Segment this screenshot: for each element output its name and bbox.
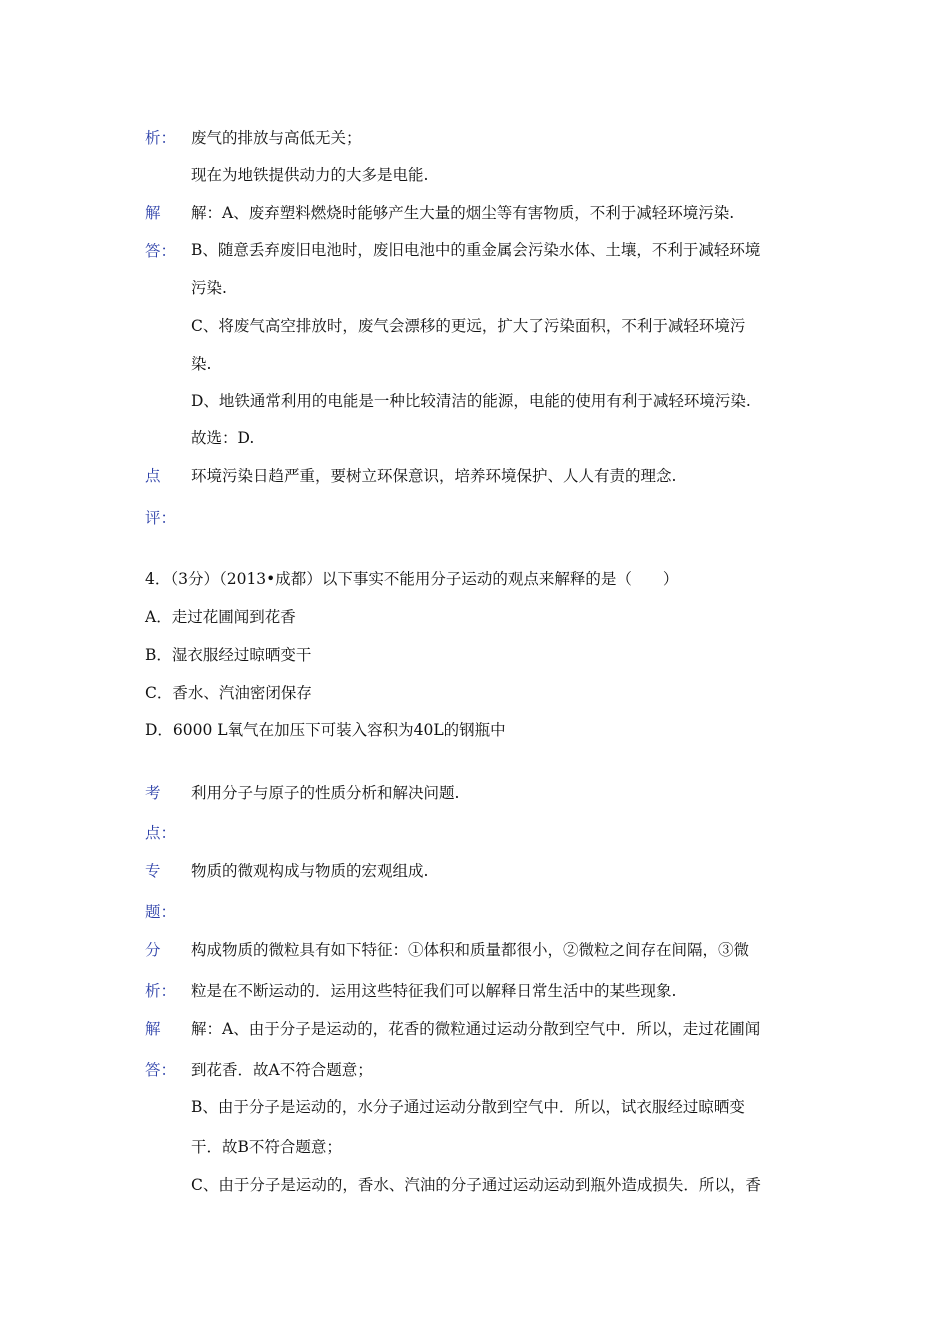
answer-line-4: C、将废气高空排放时，废气会漂移的更远，扩大了污染面积，不利于减轻环境污 <box>191 317 746 335</box>
comment-label-1: 点 <box>145 467 161 485</box>
jieda-line-2: 到花香．故A不符合题意； <box>191 1061 373 1079</box>
answer-line-1: 解：A、废弃塑料燃烧时能够产生大量的烟尘等有害物质，不利于减轻环境污染. <box>191 204 735 222</box>
analysis-line-1: 废气的排放与高低无关； <box>191 129 362 147</box>
jieda-label-2: 答： <box>145 1061 177 1079</box>
comment-label-2: 评： <box>145 509 177 527</box>
answer-line-2: B、随意丢弃废旧电池时，废旧电池中的重金属会污染水体、土壤，不利于减轻环境 <box>191 241 761 259</box>
option-c: C．香水、汽油密闭保存 <box>145 684 312 702</box>
option-a: A．走过花圃闻到花香 <box>145 608 296 626</box>
answer-line-6: D、地铁通常利用的电能是一种比较清洁的能源，电能的使用有利于减轻环境污染. <box>191 392 751 410</box>
fenxi-label-1: 分 <box>145 941 161 959</box>
kaodian-label-2: 点： <box>145 824 177 842</box>
jieda-line-3: B、由于分子是运动的，水分子通过运动分散到空气中．所以，试衣服经过晾晒变 <box>191 1098 745 1116</box>
fenxi-label-2: 析： <box>145 982 177 1000</box>
answer-label-2: 答： <box>145 242 177 260</box>
option-b: B．湿衣服经过晾晒变干 <box>145 646 312 664</box>
question-stem: 4．（3分）（2013•成都）以下事实不能用分子运动的观点来解释的是（ ） <box>145 570 679 588</box>
jieda-line-1: 解：A、由于分子是运动的，花香的微粒通过运动分散到空气中．所以，走过花圃闻 <box>191 1020 761 1038</box>
zhuanti-label-2: 题： <box>145 903 177 921</box>
jieda-line-4: 干．故B不符合题意； <box>191 1138 342 1156</box>
jieda-line-5: C、由于分子是运动的，香水、汽油的分子通过运动运动到瓶外造成损失．所以，香 <box>191 1176 761 1194</box>
answer-label-1: 解 <box>145 204 161 222</box>
comment-line-1: 环境污染日趋严重，要树立环保意识，培养环境保护、人人有责的理念. <box>191 467 677 485</box>
zhuanti-line-1: 物质的微观构成与物质的宏观组成. <box>191 862 429 880</box>
kaodian-label-1: 考 <box>145 784 161 802</box>
analysis-line-2: 现在为地铁提供动力的大多是电能. <box>191 166 429 184</box>
answer-line-5: 染. <box>191 355 212 373</box>
kaodian-line-1: 利用分子与原子的性质分析和解决问题. <box>191 784 460 802</box>
answer-line-7: 故选：D. <box>191 429 255 447</box>
zhuanti-label-1: 专 <box>145 862 161 880</box>
option-d: D．6000 L氧气在加压下可装入容积为40L的钢瓶中 <box>145 721 506 739</box>
fenxi-line-2: 粒是在不断运动的．运用这些特征我们可以解释日常生活中的某些现象. <box>191 982 677 1000</box>
jieda-label-1: 解 <box>145 1020 161 1038</box>
fenxi-line-1: 构成物质的微粒具有如下特征：①体积和质量都很小，②微粒之间存在间隔，③微 <box>191 941 750 959</box>
answer-line-3: 污染. <box>191 279 227 297</box>
analysis-label-tail: 析： <box>145 129 177 147</box>
